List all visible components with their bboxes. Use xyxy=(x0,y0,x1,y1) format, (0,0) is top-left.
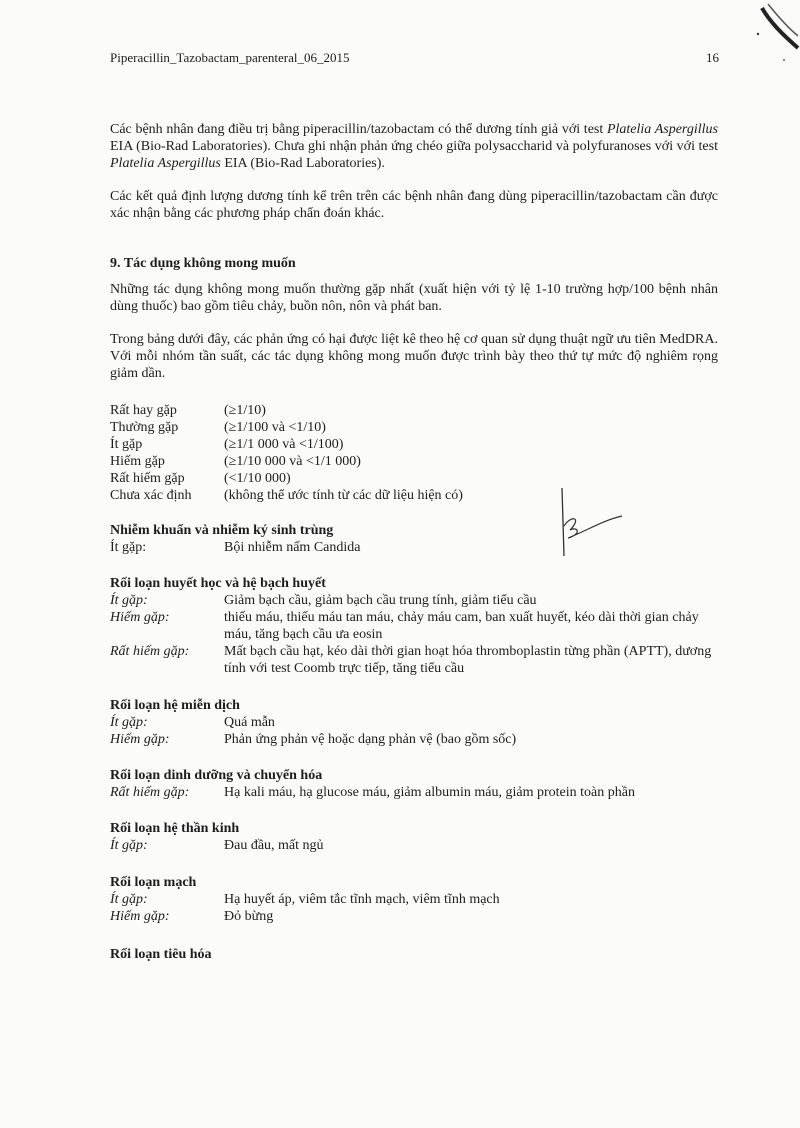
ae-effects-text: Giảm bạch cầu, giảm bạch cầu trung tính, giảm tiểu cầu xyxy=(224,593,537,608)
frequency-row xyxy=(110,453,718,470)
ae-frequency-label: Rất hiếm gặp: xyxy=(110,644,190,659)
ae-section-title: Rối loạn tiêu hóa xyxy=(110,947,212,962)
ae-effects-text: Đau đầu, mất ngủ xyxy=(224,838,324,853)
ae-row xyxy=(110,643,718,677)
section-paragraph-2: Trong bảng dưới đây, các phản ứng có hại được liệt kê theo hệ cơ quan sử dụng thuật ngữ ưu tiên MedDRA. Với mỗi nhóm tần suất, các tác dụng không mong muốn được trình bày theo thứ tự mức độ nghiêm rọng giảm dần. xyxy=(110,332,718,381)
frequency-label: Chưa xác định xyxy=(110,488,192,503)
ae-frequency-label: Hiếm gặp: xyxy=(110,610,170,625)
ae-row xyxy=(110,714,718,731)
frequency-value: (≥1/10) xyxy=(224,403,266,418)
ae-effects-text: Hạ kali máu, hạ glucose máu, giảm albumin máu, giảm protein toàn phần xyxy=(224,785,635,800)
ae-effects-text: Mất bạch cầu hạt, kéo dài thời gian hoạt hóa thromboplastin từng phần (APTT), dương tính với test Coomb trực tiếp, tăng tiểu cầu xyxy=(224,644,712,676)
ae-row xyxy=(110,609,718,643)
ae-section-title: Rối loạn mạch xyxy=(110,875,197,890)
frequency-row xyxy=(110,436,718,453)
ae-row xyxy=(110,837,718,854)
ae-effects-text: Đỏ bừng xyxy=(224,909,274,924)
header-doc-title: Piperacillin_Tazobactam_parenteral_06_2015 xyxy=(110,50,350,65)
ae-row xyxy=(110,784,718,801)
ae-row xyxy=(110,731,718,748)
ae-effects-text: Bội nhiễm nấm Candida xyxy=(224,540,361,555)
ae-frequency-label: Ít gặp: xyxy=(110,715,148,730)
ae-section-title: Rối loạn dinh dưỡng và chuyển hóa xyxy=(110,768,323,783)
ae-frequency-label: Hiếm gặp: xyxy=(110,732,170,747)
frequency-label: Ít gặp xyxy=(110,437,143,452)
adverse-effects-list xyxy=(110,504,718,963)
ae-section-title: Rối loạn hệ miễn dịch xyxy=(110,698,240,713)
ae-effects-text: Quá mẫn xyxy=(224,715,275,730)
ae-effects-text: Hạ huyết áp, viêm tắc tĩnh mạch, viêm tĩnh mạch xyxy=(224,892,500,907)
frequency-value: (≥1/100 và <1/10) xyxy=(224,420,326,435)
intro-paragraph-2: Các kết quả định lượng dương tính kể trên trên các bệnh nhân đang dùng piperacillin/tazobactam cần được xác nhận bằng các phương pháp chẩn đoán khác. xyxy=(110,189,718,221)
ae-section-title: Nhiễm khuẩn và nhiễm ký sinh trùng xyxy=(110,523,334,538)
ae-section-title: Rối loạn huyết học và hệ bạch huyết xyxy=(110,576,326,591)
ae-frequency-label: Ít gặp: xyxy=(110,892,148,907)
frequency-row xyxy=(110,470,718,487)
ae-section-title: Rối loạn hệ thần kinh xyxy=(110,821,240,836)
section-heading: 9. Tác dụng không mong muốn xyxy=(110,256,296,271)
ae-row xyxy=(110,891,718,908)
frequency-value: (<1/10 000) xyxy=(224,471,291,486)
frequency-value: (≥1/10 000 và <1/1 000) xyxy=(224,454,361,469)
frequency-label: Hiếm gặp xyxy=(110,454,165,469)
ae-effects-text: Phản ứng phản vệ hoặc dạng phản vệ (bao gồm sốc) xyxy=(224,732,517,747)
ae-frequency-label: Ít gặp: xyxy=(110,593,148,608)
ae-frequency-label: Ít gặp: xyxy=(110,540,147,555)
ae-effects-text: thiếu máu, thiếu máu tan máu, chảy máu cam, ban xuất huyết, kéo dài thời gian chảy máu, tăng bạch cầu ưa eosin xyxy=(224,610,699,642)
ae-frequency-label: Ít gặp: xyxy=(110,838,148,853)
intro-paragraph-1: Các bệnh nhân đang điều trị bằng piperacillin/tazobactam có thể dương tính giả với test Platelia Aspergillus EIA (Bio-Rad Laboratories). Chưa ghi nhận phản ứng chéo giữa polysaccharid và polyfuranoses với với test Platelia Aspergillus EIA (Bio-Rad Laboratories). xyxy=(110,122,718,171)
handwritten-signature xyxy=(548,486,628,566)
frequency-label: Thường gặp xyxy=(110,420,179,435)
frequency-label: Rất hiếm gặp xyxy=(110,471,185,486)
frequency-label: Rất hay gặp xyxy=(110,403,177,418)
ae-frequency-label: Hiếm gặp: xyxy=(110,909,170,924)
frequency-value: (≥1/1 000 và <1/100) xyxy=(224,437,344,452)
ae-row xyxy=(110,908,718,925)
frequency-row xyxy=(110,419,718,436)
header-page-number: 16 xyxy=(706,50,719,65)
frequency-value: (không thể ước tính từ các dữ liệu hiện có) xyxy=(224,488,463,503)
frequency-row xyxy=(110,402,718,419)
ae-frequency-label: Rất hiếm gặp: xyxy=(110,785,190,800)
ae-row xyxy=(110,592,718,609)
section-paragraph-1: Những tác dụng không mong muốn thường gặp nhất (xuất hiện với tỷ lệ 1-10 trường hợp/100 bệnh nhân dùng thuốc) bao gồm tiêu chảy, buồn nôn, nôn và phát ban. xyxy=(110,282,718,314)
page-corner-mark xyxy=(740,0,800,70)
